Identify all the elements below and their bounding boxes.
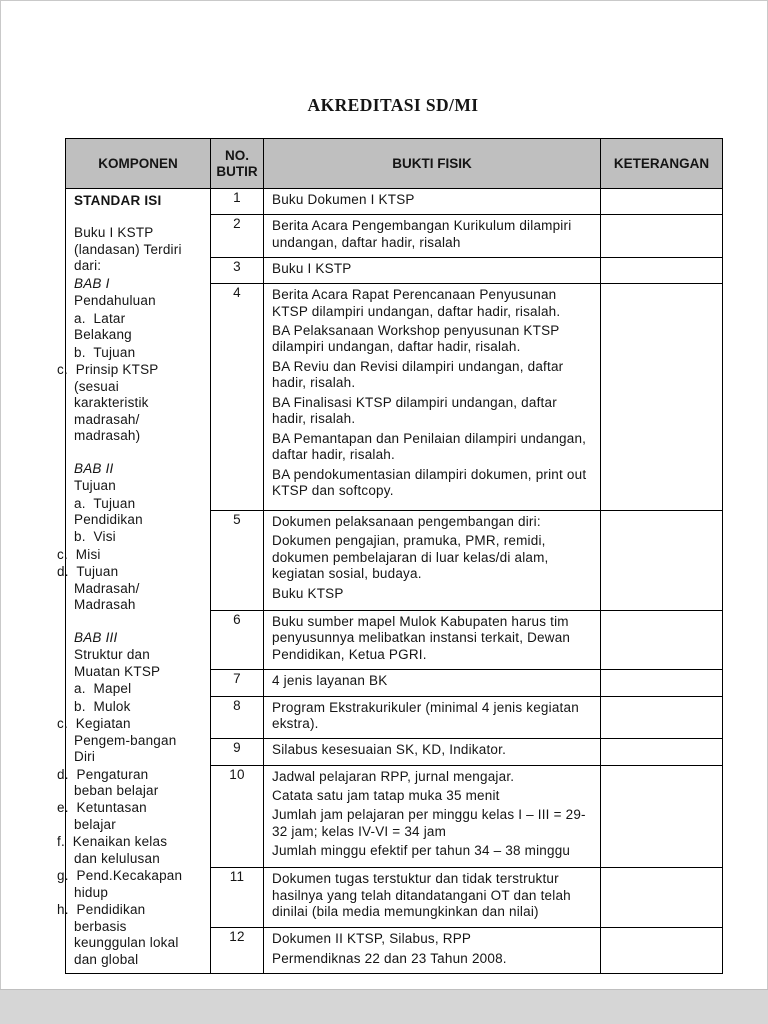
bukti-text: BA pendokumentasian dilampiri dokumen, print out KTSP dan softcopy. — [272, 466, 587, 499]
butir-number: 4 — [211, 284, 264, 511]
bukti-cell — [264, 510, 601, 610]
komponen-line: Tujuan — [74, 478, 116, 494]
komponen-line: Struktur dan Muatan KTSP — [74, 647, 161, 679]
bukti-text: Permendiknas 22 dan 23 Tahun 2008. — [272, 950, 507, 966]
bukti-text: Berita Acara Pengembangan Kurikulum dilampiri undangan, daftar hadir, risalah — [272, 218, 572, 250]
komponen-line: g. Pend.Kecakapan hidup — [57, 868, 187, 900]
butir-number: 8 — [211, 696, 264, 739]
bukti-cell — [264, 215, 601, 258]
bukti-text: Catata satu jam tatap muka 35 menit — [272, 787, 500, 803]
bukti-cell — [264, 928, 601, 974]
bukti-text: Dokumen pengajian, pramuka, PMR, remidi, dokumen pembelajaran di luar kelas/di alam, kegiatan sosial, budaya. — [272, 533, 549, 582]
komponen-line: h. Pendidikan berbasis keunggulan lokal dan global — [57, 902, 183, 967]
bukti-cell — [264, 258, 601, 284]
page-title: AKREDITASI SD/MI — [307, 95, 479, 115]
butir-number: 5 — [211, 510, 264, 610]
bukti-text: 4 jenis layanan BK — [272, 673, 388, 689]
komponen-line: d. Tujuan Madrasah/ Madrasah — [57, 564, 144, 613]
bukti-text: BA Pelaksanaan Workshop penyusunan KTSP dilampiri undangan, daftar hadir, risalah. — [272, 323, 560, 355]
butir-number: 7 — [211, 670, 264, 696]
bukti-text: Dokumen pelaksanaan pengembangan diri: — [272, 513, 541, 529]
bukti-cell — [264, 284, 601, 511]
bukti-cell — [264, 610, 601, 670]
komponen-line: b. Tujuan — [74, 344, 136, 360]
column-header-komponen: KOMPONEN — [66, 139, 211, 189]
bukti-text: Jumlah minggu efektif per tahun 34 – 38 minggu — [272, 843, 571, 859]
butir-number: 12 — [211, 928, 264, 974]
viewer-background-strip — [0, 989, 768, 1024]
komponen-heading: STANDAR ISI — [74, 193, 162, 208]
keterangan-cell — [601, 510, 723, 610]
butir-number: 3 — [211, 258, 264, 284]
butir-number: 11 — [211, 868, 264, 928]
komponen-line: a. Mapel — [74, 681, 132, 697]
bukti-cell — [264, 189, 601, 215]
komponen-bab-label: BAB I — [74, 275, 110, 291]
bukti-text: Jumlah jam pelajaran per minggu kelas I – III = 29-32 jam; kelas IV-VI = 34 jam — [272, 807, 586, 839]
bukti-text: Buku I KSTP — [272, 261, 352, 276]
bukti-cell — [264, 765, 601, 868]
keterangan-cell — [601, 284, 723, 511]
butir-number: 6 — [211, 610, 264, 670]
butir-number: 2 — [211, 215, 264, 258]
butir-number: 10 — [211, 765, 264, 868]
komponen-line: e. Ketuntasan belajar — [57, 800, 151, 832]
keterangan-cell — [601, 670, 723, 696]
komponen-line: c. Misi — [57, 546, 101, 562]
komponen-line: b. Visi — [74, 529, 116, 545]
bukti-text: Buku KTSP — [272, 585, 344, 601]
keterangan-cell — [601, 696, 723, 739]
komponen-line: f. Kenaikan kelas dan kelulusan — [57, 834, 172, 866]
komponen-line: Buku I KSTP (landasan) Terdiri dari: — [74, 225, 186, 274]
keterangan-cell — [601, 215, 723, 258]
keterangan-cell — [601, 610, 723, 670]
column-header-keterangan: KETERANGAN — [601, 139, 723, 189]
bukti-text: Dokumen tugas terstuktur dan tidak terstruktur hasilnya yang telah ditandatangani OT dan telah dinilai (bila media memungkinkan dan nilai) — [272, 871, 571, 920]
bukti-cell — [264, 868, 601, 928]
komponen-bab-label: BAB II — [74, 460, 114, 476]
komponen-line: Pendahuluan — [74, 293, 156, 309]
komponen-line: d. Pengaturan beban belajar — [57, 766, 159, 798]
bukti-text: Berita Acara Rapat Perencanaan Penyusunan KTSP dilampiri undangan, daftar hadir, risalah. — [272, 287, 561, 319]
keterangan-cell — [601, 868, 723, 928]
table-row — [66, 189, 723, 215]
bukti-text: Dokumen II KTSP, Silabus, RPP — [272, 931, 472, 947]
bukti-text: Buku sumber mapel Mulok Kabupaten harus tim penyusunnya melibatkan instansi terkait, Dewan Pendidikan, Ketua PGRI. — [272, 613, 571, 662]
komponen-line: a. Tujuan Pendidikan — [74, 495, 143, 527]
table-header-row — [66, 139, 723, 189]
bukti-cell — [264, 739, 601, 765]
komponen-line: a. Latar Belakang — [74, 310, 132, 343]
komponen-line: b. Mulok — [74, 698, 131, 714]
bukti-cell — [264, 696, 601, 739]
butir-number: 9 — [211, 739, 264, 765]
bukti-cell — [264, 670, 601, 696]
keterangan-cell — [601, 189, 723, 215]
butir-number: 1 — [211, 189, 264, 215]
bukti-text: Program Ekstrakurikuler (minimal 4 jenis kegiatan ekstra). — [272, 699, 579, 731]
keterangan-cell — [601, 739, 723, 765]
akreditasi-table — [57, 138, 723, 974]
keterangan-cell — [601, 928, 723, 974]
column-header-bukti-fisik: BUKTI FISIK — [264, 139, 601, 189]
bukti-text: BA Reviu dan Revisi dilampiri undangan, daftar hadir, risalah. — [272, 358, 564, 391]
komponen-cell — [57, 189, 211, 974]
bukti-text: BA Finalisasi KTSP dilampiri undangan, daftar hadir, risalah. — [272, 394, 557, 427]
bukti-text: Silabus kesesuaian SK, KD, Indikator. — [272, 742, 507, 758]
komponen-line: c. Kegiatan Pengem-bangan Diri — [57, 716, 181, 765]
bukti-text: Buku Dokumen I KTSP — [272, 192, 415, 207]
komponen-line: c. Prinsip KTSP (sesuai karakteristik madrasah/ madrasah) — [57, 362, 163, 444]
column-header-no-butir: NO. BUTIR — [211, 139, 264, 189]
bukti-text: Jadwal pelajaran RPP, jurnal mengajar. — [272, 768, 515, 784]
keterangan-cell — [601, 765, 723, 868]
komponen-bab-label: BAB III — [74, 629, 118, 645]
keterangan-cell — [601, 258, 723, 284]
bukti-text: BA Pemantapan dan Penilaian dilampiri undangan, daftar hadir, risalah. — [272, 430, 587, 463]
